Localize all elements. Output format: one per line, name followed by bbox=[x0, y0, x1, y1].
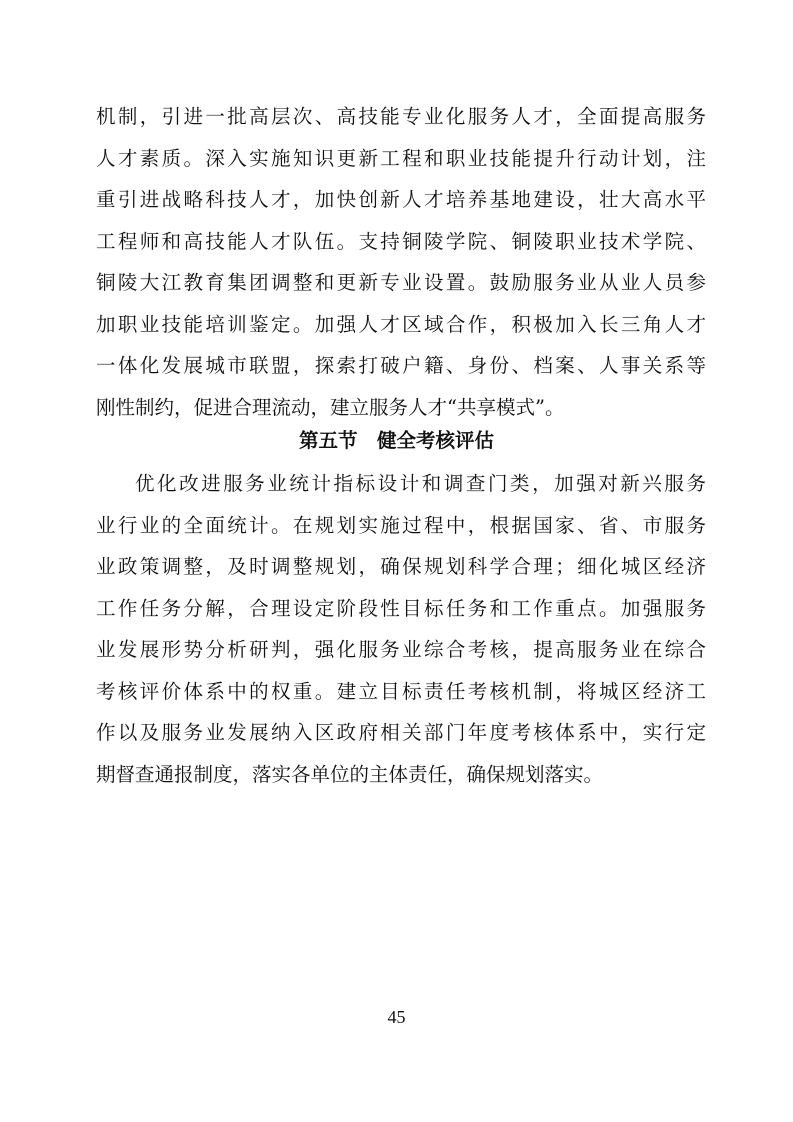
text-line: 作以及服务业发展纳入区政府相关部门年度考核体系中，实行定 bbox=[96, 721, 706, 744]
text-line: 工作任务分解，合理设定阶段性目标任务和工作重点。加强服务 bbox=[96, 596, 706, 620]
text-line: 一体化发展城市联盟，探索打破户籍、身份、档案、人事关系等 bbox=[96, 354, 706, 377]
page-number: 45 bbox=[387, 1007, 406, 1027]
text-line: 重引进战略科技人才，加快创新人才培养基地建设，壮大高水平 bbox=[96, 188, 706, 211]
text-line: 铜陵大江教育集团调整和更新专业设置。鼓励服务业从业人员参 bbox=[96, 271, 706, 294]
text-line: 期督查通报制度，落实各单位的主体责任，确保规划落实。 bbox=[96, 762, 604, 786]
text-line: 业政策调整，及时调整规划，确保规划科学合理；细化城区经济 bbox=[96, 555, 706, 578]
paragraph-assessment bbox=[96, 463, 706, 795]
text-line: 机制，引进一批高层次、高技能专业化服务人才，全面提高服务 bbox=[96, 105, 706, 128]
section-heading: 第五节 健全考核评估 bbox=[298, 429, 494, 452]
text-line: 考核评价体系中的权重。建立目标责任考核机制，将城区经济工 bbox=[96, 679, 706, 703]
text-line: 人才素质。深入实施知识更新工程和职业技能提升行动计划，注 bbox=[96, 146, 706, 170]
text-line: 工程师和高技能人才队伍。支持铜陵学院、铜陵职业技术学院、 bbox=[96, 229, 706, 253]
paragraph-talent bbox=[96, 96, 706, 428]
text-line: 优化改进服务业统计指标设计和调查门类，加强对新兴服务 bbox=[135, 472, 706, 495]
text-line: 业发展形势分析研判，强化服务业综合考核，提高服务业在综合 bbox=[96, 638, 706, 661]
text-line: 加职业技能培训鉴定。加强人才区域合作，积极加入长三角人才 bbox=[96, 312, 706, 336]
text-line: 业行业的全面统计。在规划实施过程中，根据国家、省、市服务 bbox=[96, 513, 706, 537]
text-line: 刚性制约，促进合理流动，建立服务人才“共享模式”。 bbox=[96, 395, 565, 419]
